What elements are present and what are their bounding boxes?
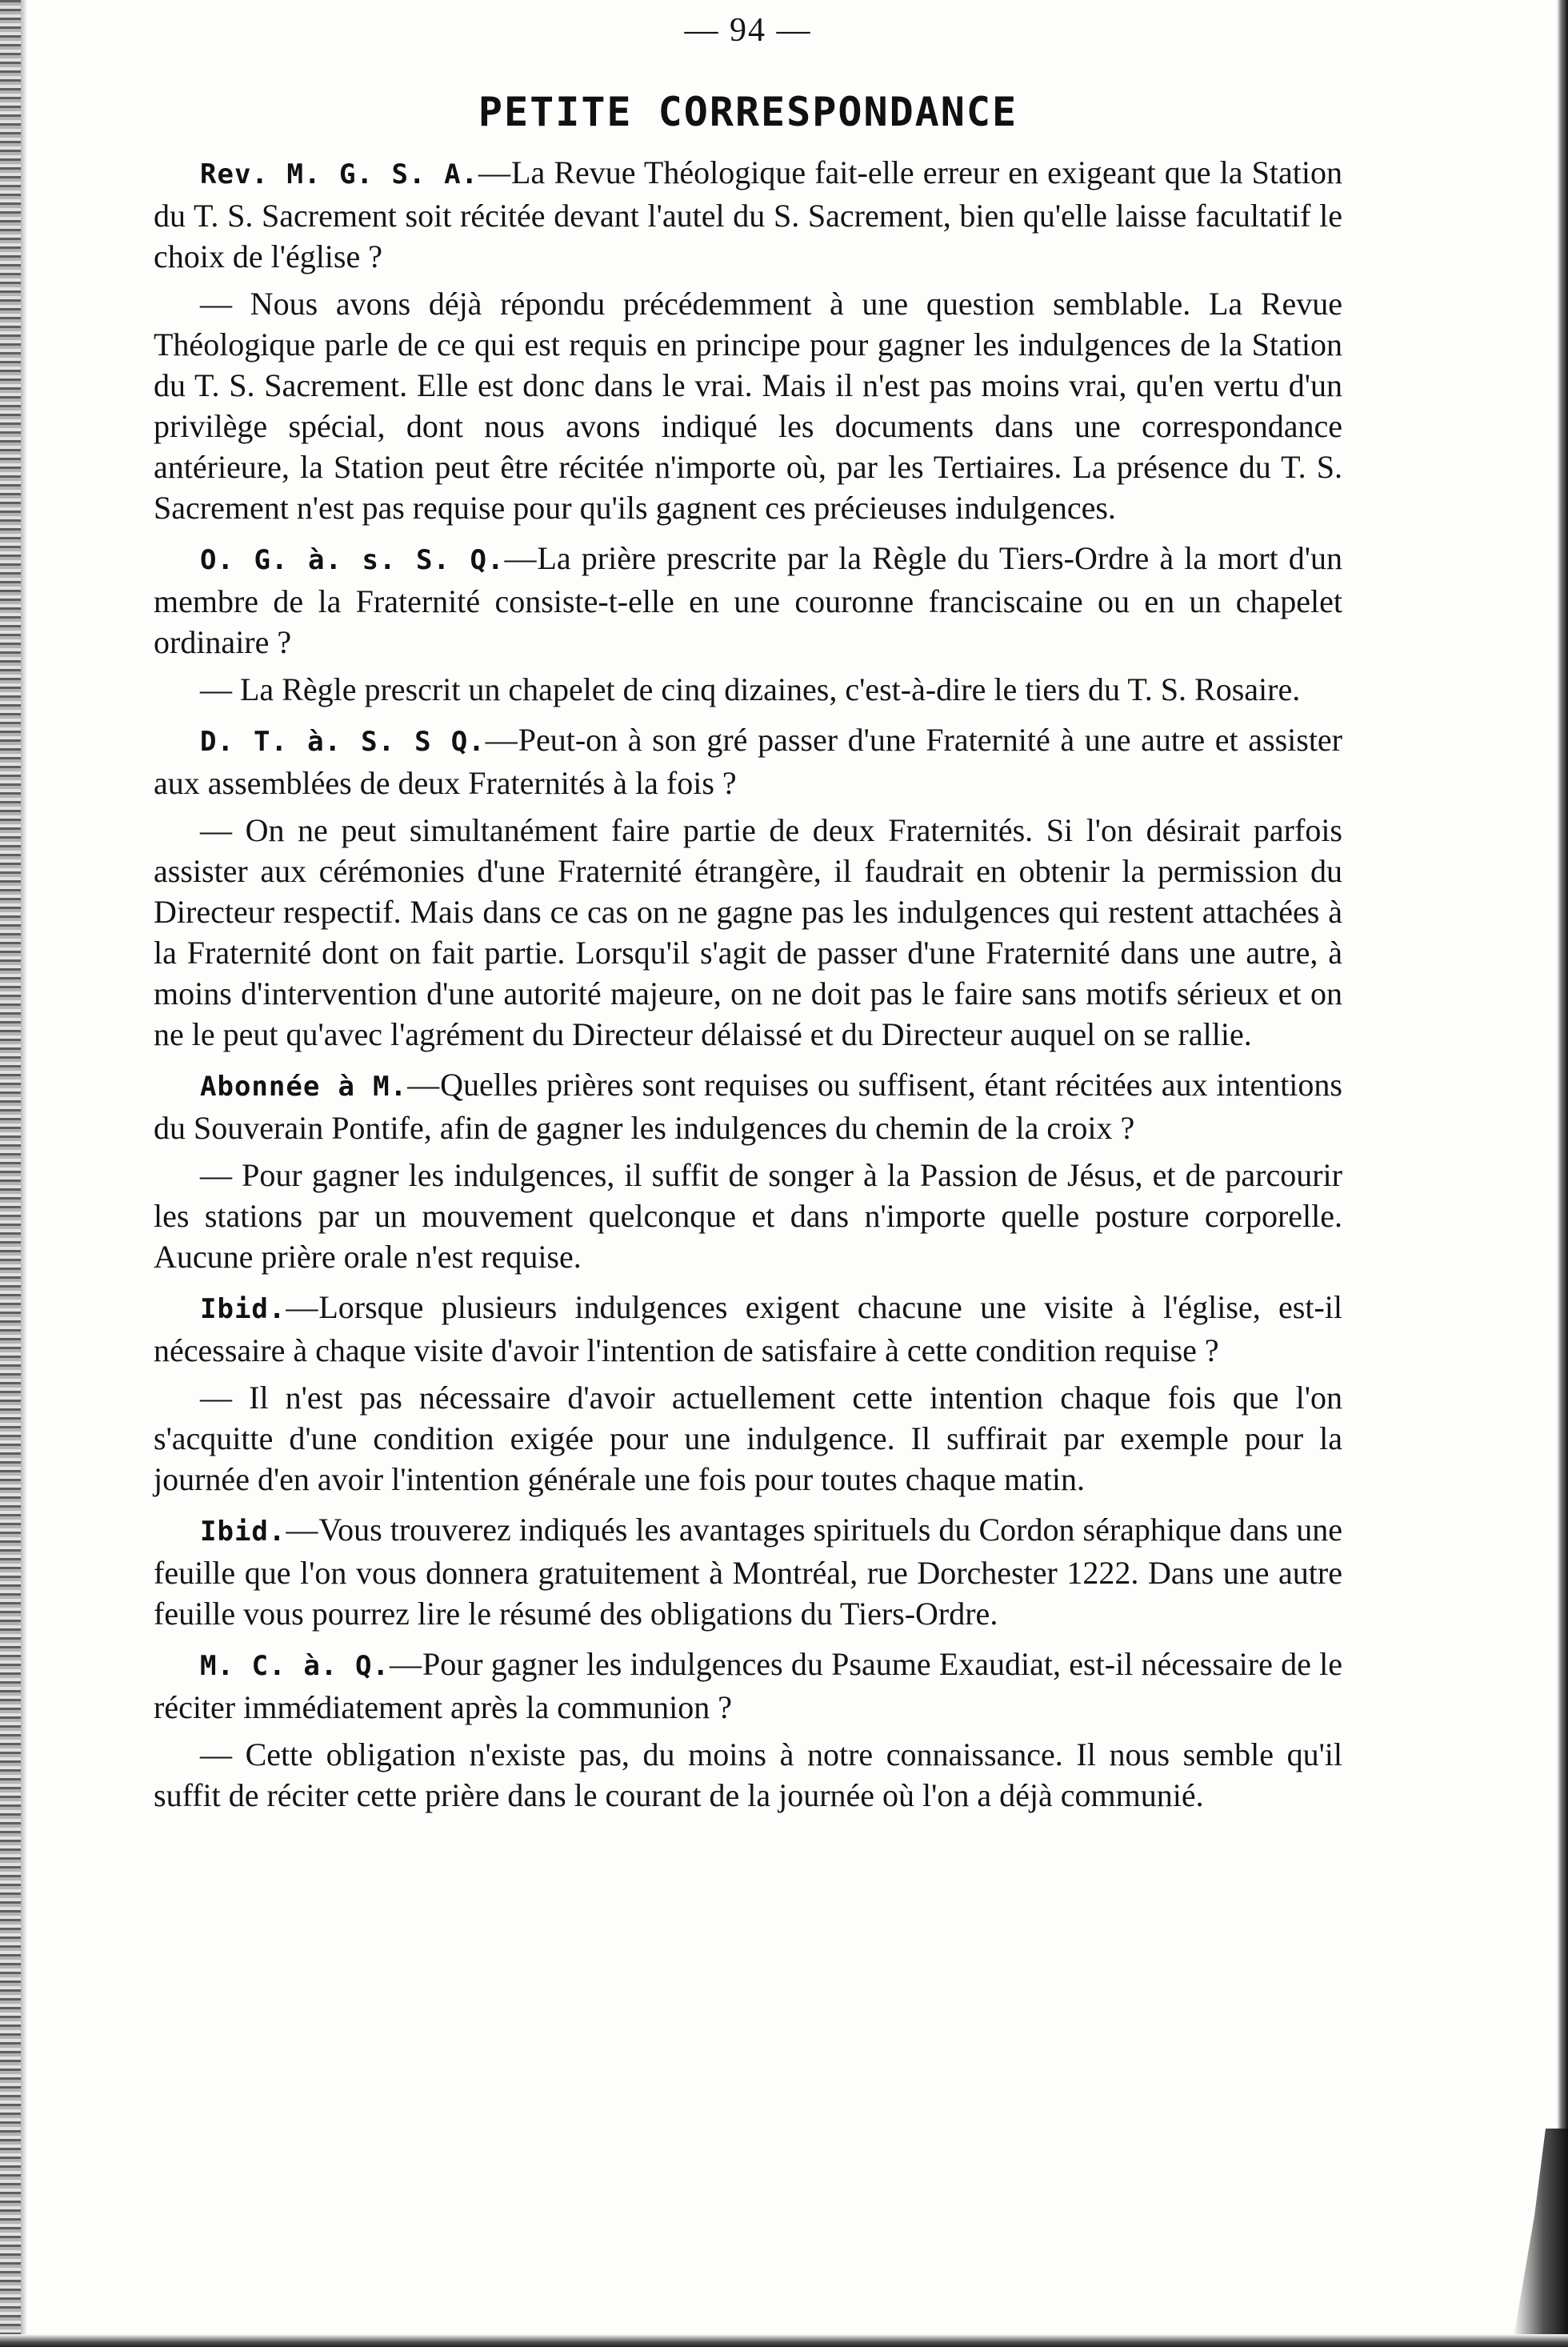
correspondent-code: Ibid. (200, 1516, 286, 1548)
question-paragraph: D. T. à. S. S Q.—Peut-on à son gré passer d'une Fraternité à une autre et assister aux assemblées de deux Fraternités à la fois ? (154, 722, 1343, 801)
correspondent-code: D. T. à. S. S Q. (200, 726, 486, 758)
scan-blot-right (1512, 2129, 1568, 2347)
question-paragraph: O. G. à. s. S. Q.—La prière prescrite par la Règle du Tiers-Ordre à la mort d'un membre de la Fraternité consiste-t-elle en une couronne franciscaine ou en un chapelet ordinaire ? (154, 540, 1342, 660)
correspondence-entry (154, 152, 1342, 528)
binding-shadow-left (21, 0, 27, 2347)
correspondence-entry (154, 538, 1342, 710)
question-text: Vous trouverez indiqués les avantages spirituels du Cordon séraphique dans une feuille que l'on vous donnera gratuitement à Montréal, rue Dorchester 1222. Dans une autre feuille vous pourrez lire le résumé des obligations du Tiers-Ordre. (154, 1512, 1342, 1632)
answer-paragraph: — Il n'est pas nécessaire d'avoir actuellement cette intention chaque fois que l'on s'acquitte d'une condition exigée pour une indulgence. Il suffirait par exemple pour la journée d'en avoir l'intention générale une fois pour toutes chaque matin. (154, 1380, 1342, 1497)
correspondence-entry (154, 1064, 1342, 1277)
correspondent-code: M. C. à. Q. (200, 1650, 390, 1682)
correspondent-code: O. G. à. s. S. Q. (200, 544, 505, 576)
page-number: — 94 — (684, 12, 812, 49)
correspondent-code: Abonnée à M. (200, 1071, 408, 1103)
page-edge-bottom (0, 2334, 1568, 2347)
question-text: Quelles prières sont requises ou suffisent, étant récitées aux intentions du Souverain Pontife, afin de gagner les indulgences du chemin de la croix ? (154, 1067, 1342, 1146)
correspondence-body (154, 152, 1342, 1825)
correspondent-code: Rev. M. G. S. A. (200, 158, 479, 190)
question-paragraph: Abonnée à M.—Quelles prières sont requises ou suffisent, étant récitées aux intentions du Souverain Pontife, afin de gagner les indulgences du chemin de la croix ? (154, 1067, 1342, 1146)
correspondence-entry (154, 719, 1342, 1055)
binding-edge-left (0, 0, 21, 2347)
answer-paragraph: — La Règle prescrit un chapelet de cinq dizaines, c'est-à-dire le tiers du T. S. Rosaire. (200, 671, 1301, 707)
question-paragraph: Rev. M. G. S. A.—La Revue Théologique fait-elle erreur en exigeant que la Station du T. S. Sacrement soit récitée devant l'autel du S. Sacrement, bien qu'elle laisse facultatif le choix de l'église ? (154, 154, 1342, 274)
question-paragraph: Ibid.—Lorsque plusieurs indulgences exigent chacune une visite à l'église, est-il nécessaire à chaque visite d'avoir l'intention de satisfaire à cette condition requise ? (154, 1289, 1342, 1368)
answer-paragraph: — Cette obligation n'existe pas, du moins à notre connaissance. Il nous semble qu'il suffit de réciter cette prière dans le courant de la journée où l'on a déjà communié. (154, 1736, 1342, 1813)
correspondence-entry (154, 1509, 1342, 1634)
question-text: Peut-on à son gré passer d'une Fraternité à une autre et assister aux assemblées de deux Fraternités à la fois ? (154, 722, 1343, 801)
correspondence-entry (154, 1644, 1342, 1816)
section-title: PETITE CORRESPONDANCE (478, 89, 1018, 135)
question-text: Lorsque plusieurs indulgences exigent chacune une visite à l'église, est-il nécessaire à chaque visite d'avoir l'intention de satisfaire à cette condition requise ? (154, 1289, 1342, 1368)
answer-paragraph: — Nous avons déjà répondu précédemment à une question semblable. La Revue Théologique parle de ce qui est requis en principe pour gagner les indulgences de la Station du T. S. Sacrement. Elle est donc dans le vrai. Mais il n'est pas moins vrai, qu'en vertu d'un privilège spécial, dont nous avons indiqué les documents dans une correspondance antérieure, la Station peut être récitée n'importe où, par les Tertiaires. La présence du T. S. Sacrement n'est pas requise pour qu'ils gagnent ces précieuses indulgences. (154, 286, 1342, 526)
correspondence-entry (154, 1287, 1342, 1500)
question-text: La prière prescrite par la Règle du Tiers-Ordre à la mort d'un membre de la Fraternité consiste-t-elle en une couronne franciscaine ou en un chapelet ordinaire ? (154, 540, 1342, 660)
answer-paragraph: — Pour gagner les indulgences, il suffit de songer à la Passion de Jésus, et de parcourir les stations par un mouvement quelconque et dans n'importe quelle posture corporelle. Aucune prière orale n'est requise. (154, 1157, 1342, 1275)
question-paragraph: Ibid.—Vous trouverez indiqués les avantages spirituels du Cordon séraphique dans une feuille que l'on vous donnera gratuitement à Montréal, rue Dorchester 1222. Dans une autre feuille vous pourrez lire le résumé des obligations du Tiers-Ordre. (154, 1512, 1342, 1632)
page-edge-right (1557, 0, 1568, 2347)
question-text: La Revue Théologique fait-elle erreur en exigeant que la Station du T. S. Sacrement soit récitée devant l'autel du S. Sacrement, bien qu'elle laisse facultatif le choix de l'église ? (154, 154, 1342, 274)
answer-paragraph: — On ne peut simultanément faire partie de deux Fraternités. Si l'on désirait parfois assister aux cérémonies d'une Fraternité étrangère, il faudrait en obtenir la permission du Directeur respectif. Mais dans ce cas on ne gagne pas les indulgences qui restent attachées à la Fraternité dont on fait partie. Lorsqu'il s'agit de passer d'une Fraternité dans une autre, à moins d'intervention d'une autorité majeure, on ne doit pas le faire sans motifs sérieux et on ne le peut qu'avec l'agrément du Directeur délaissé et du Directeur auquel on se rallie. (154, 812, 1342, 1052)
question-paragraph: M. C. à. Q.—Pour gagner les indulgences du Psaume Exaudiat, est-il nécessaire de le réciter immédiatement après la communion ? (154, 1646, 1342, 1725)
correspondent-code: Ibid. (200, 1293, 286, 1325)
question-text: Pour gagner les indulgences du Psaume Exaudiat, est-il nécessaire de le réciter immédiatement après la communion ? (154, 1646, 1342, 1725)
